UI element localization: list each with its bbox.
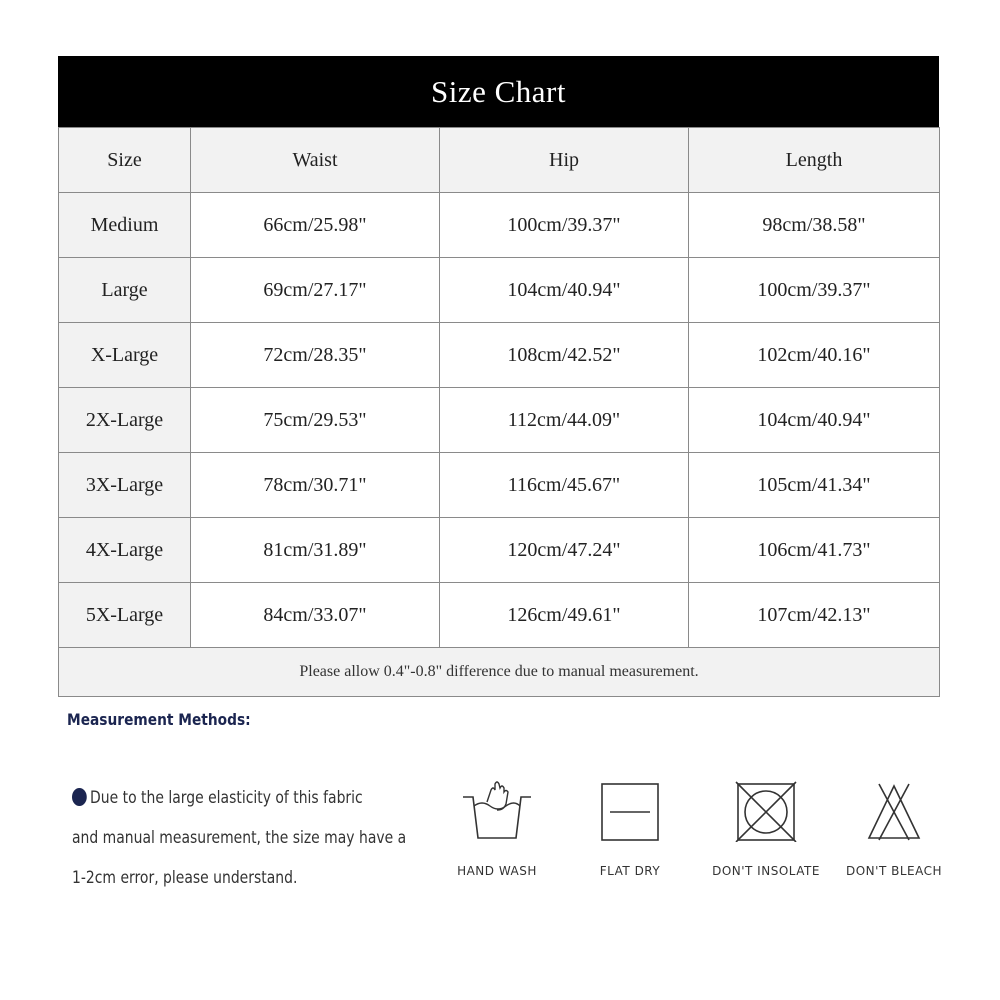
hip-cell: 104cm/40.94" xyxy=(440,258,689,323)
length-cell: 107cm/42.13" xyxy=(689,583,940,648)
table-row xyxy=(59,518,940,583)
header-length: Length xyxy=(689,128,940,193)
do-not-insolate-icon xyxy=(729,780,803,842)
hip-cell: 120cm/47.24" xyxy=(440,518,689,583)
care-flat-dry xyxy=(565,780,695,878)
care-label: HAND WASH xyxy=(457,864,537,878)
waist-cell: 75cm/29.53" xyxy=(191,388,440,453)
length-cell: 104cm/40.94" xyxy=(689,388,940,453)
size-cell: 5X-Large xyxy=(59,583,191,648)
length-cell: 98cm/38.58" xyxy=(689,193,940,258)
note-row xyxy=(59,648,940,697)
header-hip: Hip xyxy=(440,128,689,193)
size-chart-title: Size Chart xyxy=(58,56,939,127)
do-not-bleach-icon xyxy=(857,780,931,842)
method-line: Due to the large elasticity of this fabric xyxy=(72,778,433,818)
size-cell: Medium xyxy=(59,193,191,258)
table-row xyxy=(59,388,940,453)
flat-dry-icon xyxy=(593,780,667,842)
header-size: Size xyxy=(59,128,191,193)
waist-cell: 81cm/31.89" xyxy=(191,518,440,583)
care-label: DON'T BLEACH xyxy=(845,864,942,878)
care-hand-wash xyxy=(432,780,562,878)
care-label: FLAT DRY xyxy=(599,864,661,878)
hip-cell: 126cm/49.61" xyxy=(440,583,689,648)
measurement-note: Please allow 0.4"-0.8" difference due to manual measurement. xyxy=(59,648,940,697)
hand-wash-icon xyxy=(460,780,534,842)
measurement-methods-heading: Measurement Methods: xyxy=(67,710,251,729)
size-cell: 4X-Large xyxy=(59,518,191,583)
size-table xyxy=(58,127,940,697)
length-cell: 106cm/41.73" xyxy=(689,518,940,583)
length-cell: 100cm/39.37" xyxy=(689,258,940,323)
bullet-icon xyxy=(72,788,87,806)
waist-cell: 69cm/27.17" xyxy=(191,258,440,323)
table-row xyxy=(59,583,940,648)
waist-cell: 84cm/33.07" xyxy=(191,583,440,648)
table-row xyxy=(59,323,940,388)
hip-cell: 100cm/39.37" xyxy=(440,193,689,258)
length-cell: 102cm/40.16" xyxy=(689,323,940,388)
size-chart xyxy=(58,56,939,697)
waist-cell: 78cm/30.71" xyxy=(191,453,440,518)
length-cell: 105cm/41.34" xyxy=(689,453,940,518)
table-row xyxy=(59,193,940,258)
hip-cell: 108cm/42.52" xyxy=(440,323,689,388)
care-label: DON'T INSOLATE xyxy=(712,864,820,878)
table-header-row xyxy=(59,128,940,193)
waist-cell: 66cm/25.98" xyxy=(191,193,440,258)
table-row xyxy=(59,258,940,323)
size-cell: 3X-Large xyxy=(59,453,191,518)
method-line: 1-2cm error, please understand. xyxy=(72,868,298,888)
care-do-not-insolate xyxy=(701,780,831,878)
header-waist: Waist xyxy=(191,128,440,193)
waist-cell: 72cm/28.35" xyxy=(191,323,440,388)
size-cell: Large xyxy=(59,258,191,323)
hip-cell: 112cm/44.09" xyxy=(440,388,689,453)
hip-cell: 116cm/45.67" xyxy=(440,453,689,518)
size-cell: 2X-Large xyxy=(59,388,191,453)
size-cell: X-Large xyxy=(59,323,191,388)
measurement-method-text xyxy=(72,778,433,898)
care-do-not-bleach xyxy=(829,780,959,878)
method-line: and manual measurement, the size may have a xyxy=(72,828,407,848)
table-row xyxy=(59,453,940,518)
